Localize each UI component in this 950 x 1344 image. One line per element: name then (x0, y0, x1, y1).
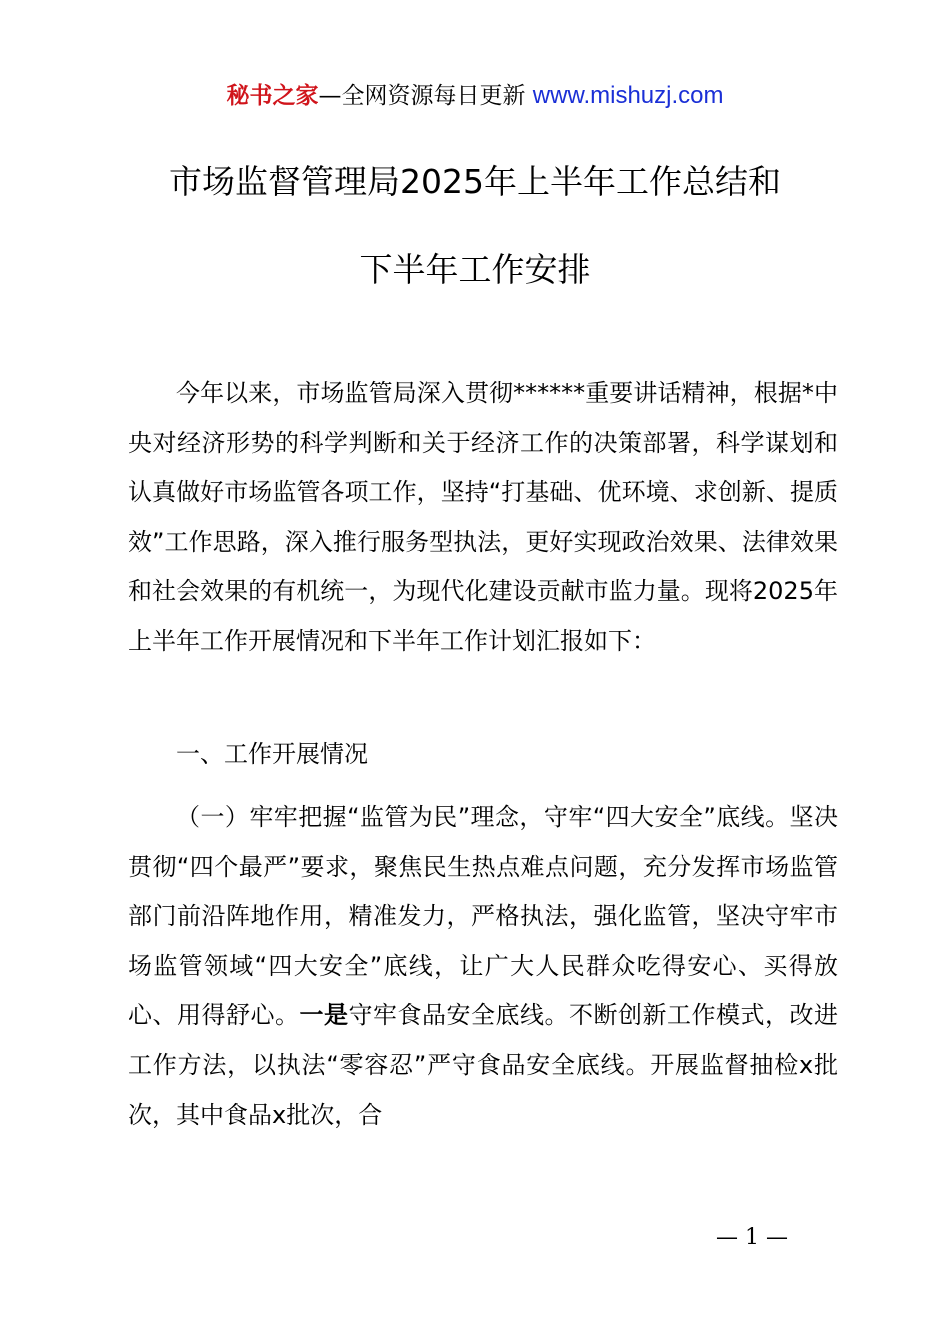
section-1-text (128, 793, 838, 1140)
section-1-bold-marker: 一是 (299, 1001, 349, 1030)
section-heading: 一、工作开展情况 (176, 740, 368, 768)
section-1-rest: 守牢食品安全底线。不断创新工作模式，改进工作方法，以执法“零容忍”严守食品安全底线。开展监督抽检x批次，其中食品x批次，合 (128, 1001, 838, 1129)
intro-text: 今年以来，市场监管局深入贯彻******重要讲话精神，根据*中央对经济形势的科学判断和关于经济工作的决策部署，科学谋划和认真做好市场监管各项工作，坚持“打基础、优环境、求创新、提质效”工作思路，深入推行服务型执法，更好实现政治效果、法律效果和社会效果的有机统一，为现代化建设贡献市监力量。现将2025年上半年工作开展情况和下半年工作计划汇报如下： (128, 379, 838, 655)
document-title-line-2: 下半年工作安排 (359, 250, 591, 289)
intro-paragraph (128, 369, 838, 667)
brand-name: 秘书之家 (226, 83, 319, 109)
site-header (0, 80, 950, 112)
section-1-paragraph (128, 793, 838, 1141)
page-number: — 1 — (716, 1225, 788, 1250)
section-1-lead: （一）牢牢把握“监管为民”理念，守牢“四大安全”底线。坚决贯彻“四个最严”要求，聚焦民生热点难点问题，充分发挥市场监管部门前沿阵地作用，精准发力，严格执法，强化监管，坚决守牢市场监管领域“四大安全”底线，让广大人民群众吃得安心、买得放心、用得舒心。 (128, 803, 838, 1030)
header-slogan: —全网资源每日更新 (318, 83, 526, 109)
document-title-line-1: 市场监督管理局2025年上半年工作总结和 (169, 162, 781, 201)
site-url-link[interactable]: www.mishuzj.com (532, 82, 724, 109)
